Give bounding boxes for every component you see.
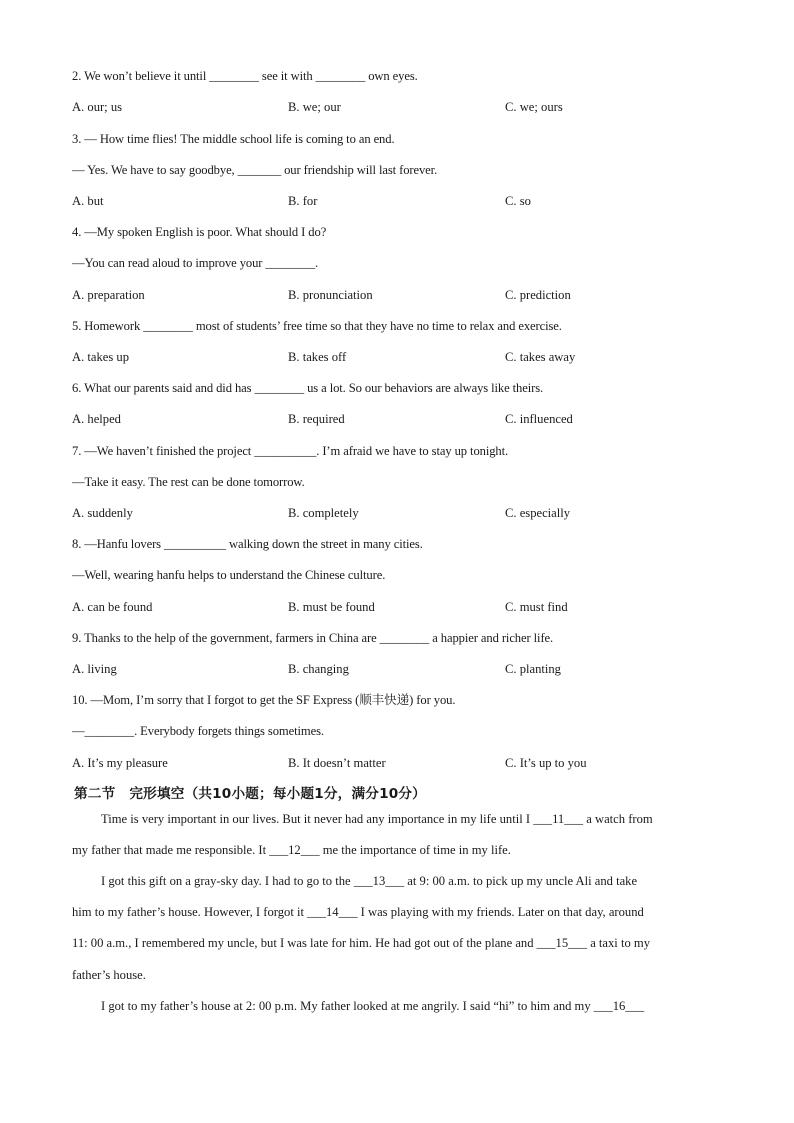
question-4-option-b: B. pronunciation	[288, 288, 373, 302]
passage-line: I got this gift on a gray-sky day. I had to go to the ___13___ at 9: 00 a.m. to pick up my uncle Ali and take	[101, 874, 638, 888]
question-10-option-b: B. It doesn’t matter	[288, 756, 386, 770]
section-heading	[74, 782, 426, 802]
question-4-stem: 4. —My spoken English is poor. What should I do?	[72, 225, 327, 239]
question-3-option-b: B. for	[288, 194, 318, 208]
question-2-stem: 2. We won’t believe it until ________ see it with ________ own eyes.	[72, 69, 418, 83]
question-2-option-a: A. our; us	[72, 100, 123, 114]
question-8-response: —Well, wearing hanfu helps to understand the Chinese culture.	[72, 568, 386, 582]
passage-line: Time is very important in our lives. But it never had any importance in my life until I ___11___ a watch from	[101, 812, 653, 826]
question-4-option-c: C. prediction	[505, 288, 571, 302]
question-7-stem: 7. —We haven’t finished the project __________. I’m afraid we have to stay up tonight.	[72, 444, 509, 458]
question-4-response: —You can read aloud to improve your ________.	[72, 256, 319, 270]
passage-line: father’s house.	[72, 968, 146, 982]
question-8-option-c: C. must find	[505, 600, 568, 614]
question-6-option-a: A. helped	[72, 412, 121, 426]
question-10-option-c: C. It’s up to you	[505, 756, 587, 770]
question-6-option-c: C. influenced	[505, 412, 573, 426]
question-6-stem: 6. What our parents said and did has ________ us a lot. So our behaviors are always like theirs.	[72, 381, 544, 395]
question-5-option-a: A. takes up	[72, 350, 130, 364]
question-5-option-b: B. takes off	[288, 350, 347, 364]
question-10-response: —________. Everybody forgets things sometimes.	[72, 724, 324, 738]
question-8-stem: 8. —Hanfu lovers __________ walking down the street in many cities.	[72, 537, 423, 551]
question-3-stem: 3. — How time flies! The middle school life is coming to an end.	[72, 132, 395, 146]
question-10-option-a: A. It’s my pleasure	[72, 756, 168, 770]
question-5-option-c: C. takes away	[505, 350, 576, 364]
question-8-option-a: A. can be found	[72, 600, 153, 614]
question-7-option-b: B. completely	[288, 506, 359, 520]
section-title: 完形填空（共10小题；每小题1分，满分10分）	[129, 786, 426, 802]
section-label: 第二节	[74, 786, 116, 802]
question-2-option-c: C. we; ours	[505, 100, 563, 114]
question-9-option-a: A. living	[72, 662, 117, 676]
question-10-stem: 10. —Mom, I’m sorry that I forgot to get the SF Express (顺丰快递) for you.	[72, 693, 456, 707]
question-3-option-c: C. so	[505, 194, 531, 208]
passage-line: my father that made me responsible. It ___12___ me the importance of time in my life.	[72, 843, 511, 857]
question-7-option-c: C. especially	[505, 506, 571, 520]
passage-line: him to my father’s house. However, I forgot it ___14___ I was playing with my friends. Later on that day, around	[72, 905, 644, 919]
question-3-option-a: A. but	[72, 194, 104, 208]
passage-line: 11: 00 a.m., I remembered my uncle, but I was late for him. He had got out of the plane and ___15___ a taxi to my	[72, 936, 650, 950]
question-5-stem: 5. Homework ________ most of students’ free time so that they have no time to relax and exercise.	[72, 319, 562, 333]
question-4-option-a: A. preparation	[72, 288, 145, 302]
question-6-option-b: B. required	[288, 412, 345, 426]
question-9-option-c: C. planting	[505, 662, 561, 676]
question-8-option-b: B. must be found	[288, 600, 375, 614]
question-9-option-b: B. changing	[288, 662, 349, 676]
question-2-option-b: B. we; our	[288, 100, 341, 114]
question-7-response: —Take it easy. The rest can be done tomorrow.	[72, 475, 305, 489]
question-3-response: — Yes. We have to say goodbye, _______ our friendship will last forever.	[72, 163, 438, 177]
question-9-stem: 9. Thanks to the help of the government, farmers in China are ________ a happier and richer life.	[72, 631, 554, 645]
passage-line: I got to my father’s house at 2: 00 p.m. My father looked at me angrily. I said “hi” to him and my ___16___	[101, 999, 645, 1013]
question-7-option-a: A. suddenly	[72, 506, 133, 520]
